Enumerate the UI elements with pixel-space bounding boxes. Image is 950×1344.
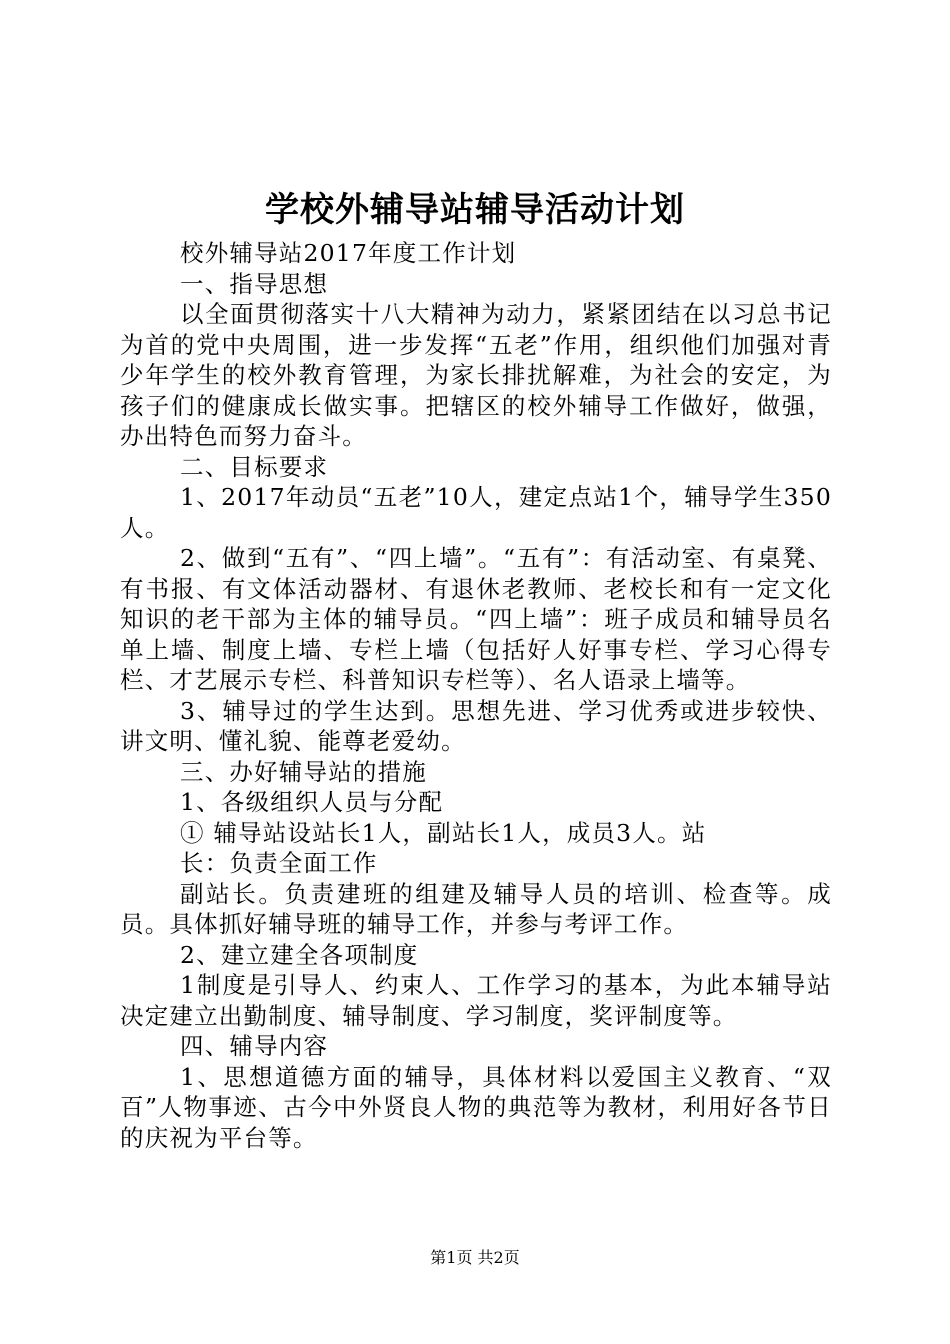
paragraph-measure-1: 1、各级组织人员与分配 (180, 788, 444, 816)
paragraph-rules: 1制度是引导人、约束人、工作学习的基本，为此本辅导站决定建立出勤制度、辅导制度、学习制度，奖评制度等。 (120, 971, 832, 1030)
section-heading-content: 四、辅导内容 (180, 1032, 329, 1060)
paragraph-goal-1: 1、2017年动员“五老”10人，建定点站1个，辅导学生350人。 (120, 483, 832, 542)
paragraph-goal-2: 2、做到“五有”、“四上墙”。“五有”：有活动室、有桌凳、有书报、有文体活动器材、有退休老教师、老校长和有一定文化知识的老干部为主体的辅导员。“四上墙”：班子成员和辅导员名单上墙、制度上墙、专栏上墙（包括好人好事专栏、学习心得专栏、才艺展示专栏、科普知识专栏等）、名人语录上墙等。 (120, 544, 832, 694)
plan-heading: 校外辅导站2017年度工作计划 (180, 239, 517, 267)
paragraph-deputy-head: 副站长。负责建班的组建及辅导人员的培训、检查等。成员。具体抓好辅导班的辅导工作，并参与考评工作。 (120, 879, 832, 938)
paragraph-station-head: 长：负责全面工作 (180, 849, 378, 877)
paragraph-measure-2: 2、建立建全各项制度 (180, 940, 419, 969)
document-title: 学校外辅导站辅导活动计划 (265, 190, 685, 230)
document-body (120, 238, 832, 1153)
page-footer: 第1页 共2页 (430, 1248, 520, 1267)
paragraph-station-staff: ① 辅导站设站长1人，副站长1人，成员3人。站 (180, 818, 707, 847)
section-heading-goals: 二、目标要求 (180, 452, 329, 481)
paragraph-guiding-thought: 以全面贯彻落实十八大精神为动力，紧紧团结在以习总书记为首的党中央周围，进一步发挥“五老”作用，组织他们加强对青少年学生的校外教育管理，为家长排扰解难，为社会的安定，为孩子们的健康成长做实事。把辖区的校外辅导工作做好，做强，办出特色而努力奋斗。 (120, 300, 832, 450)
section-heading-guiding-thought: 一、指导思想 (180, 269, 329, 298)
paragraph-goal-3: 3、辅导过的学生达到。思想先进、学习优秀或进步较快、讲文明、懂礼貌、能尊老爱幼。 (120, 696, 832, 755)
section-heading-measures: 三、办好辅导站的措施 (180, 757, 427, 786)
paragraph-content-1: 1、思想道德方面的辅导，具体材料以爱国主义教育、“双百”人物事迹、古今中外贤良人物的典范等为教材，利用好各节日的庆祝为平台等。 (120, 1062, 832, 1152)
